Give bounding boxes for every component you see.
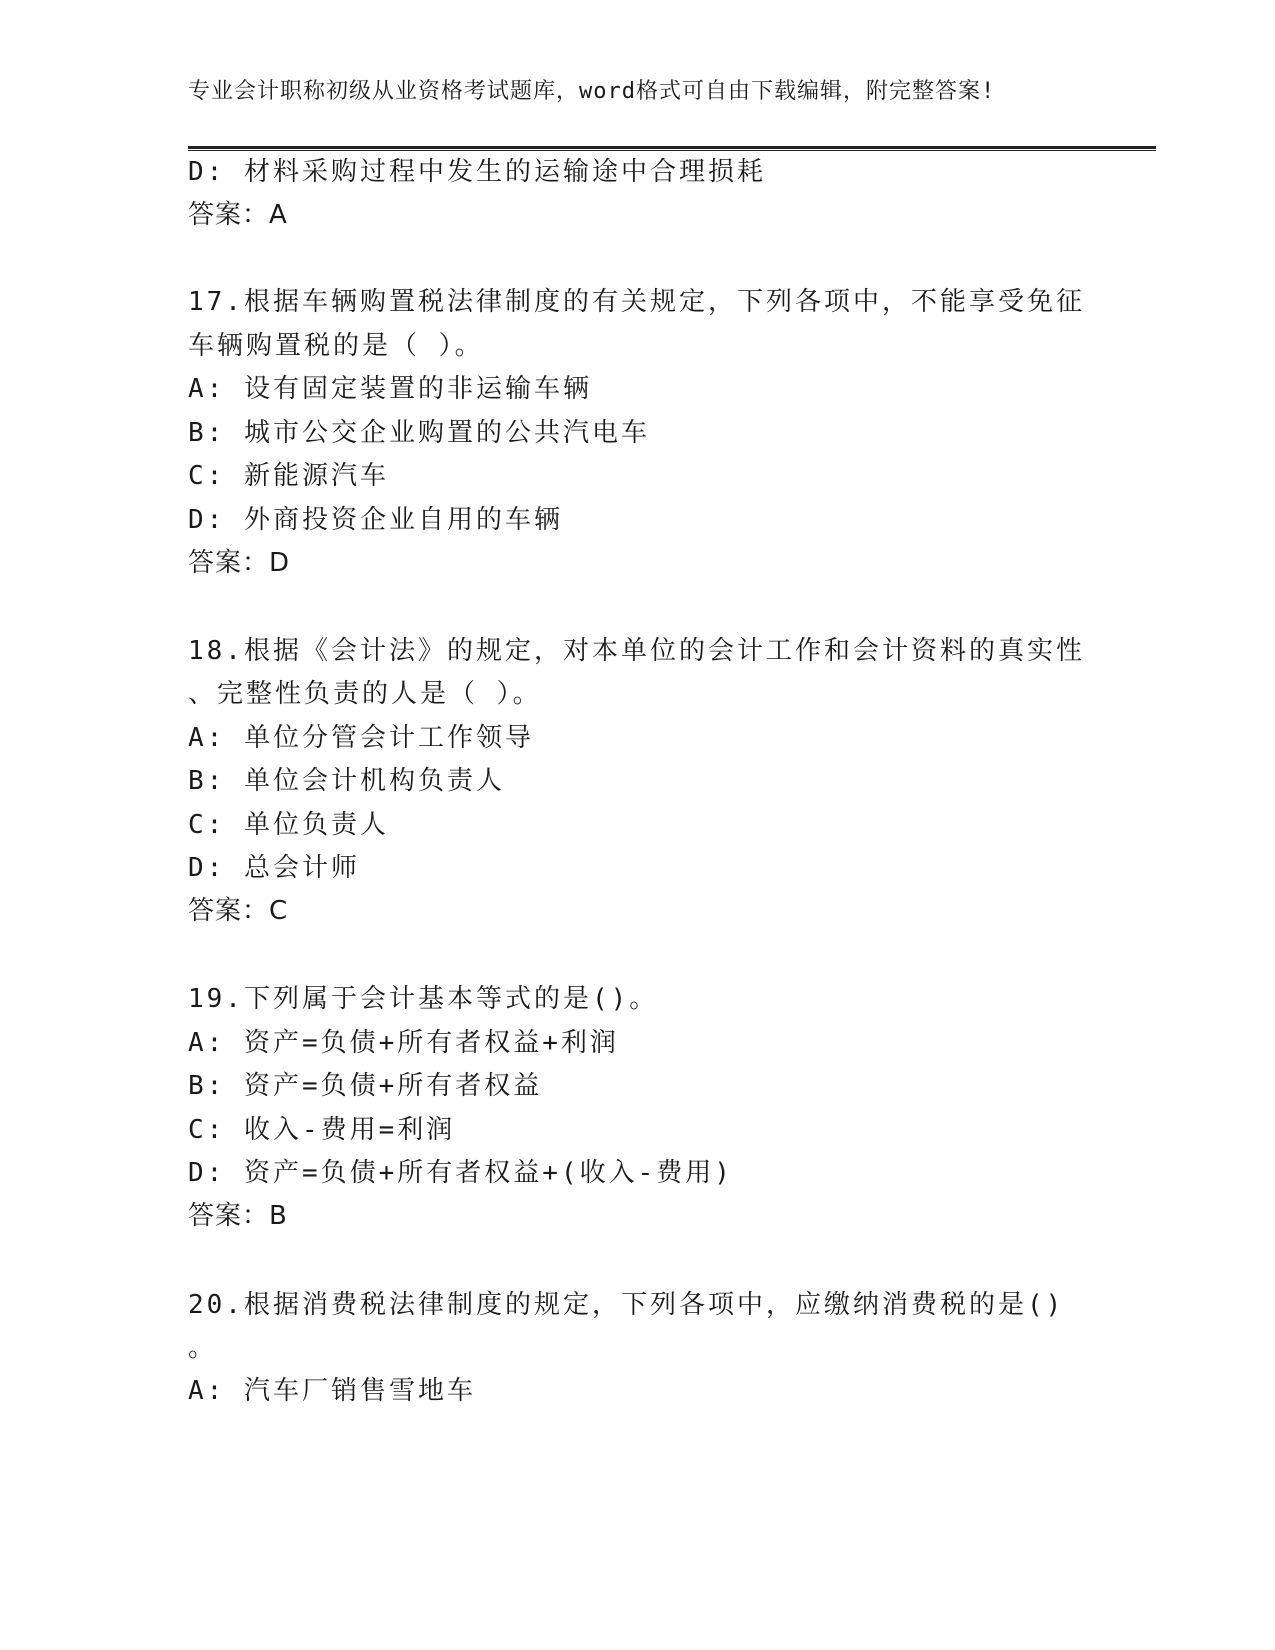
question-19-answer: 答案：B	[188, 1201, 288, 1231]
question-18-option-b: B: 单位会计机构负责人	[188, 766, 505, 796]
question-17-answer: 答案：D	[188, 548, 291, 578]
question-20-option-a: A: 汽车厂销售雪地车	[188, 1376, 476, 1406]
question-17-stem-line1: 17.根据车辆购置税法律制度的有关规定，下列各项中，不能享受免征	[188, 287, 1085, 317]
question-19-option-b: B: 资产=负债+所有者权益	[188, 1071, 543, 1101]
question-17-option-c: C: 新能源汽车	[188, 461, 389, 491]
question-17-option-d: D: 外商投资企业自用的车辆	[188, 505, 563, 535]
option-d: D: 材料采购过程中发生的运输途中合理损耗	[188, 157, 766, 187]
question-17-option-a: A: 设有固定装置的非运输车辆	[188, 374, 592, 404]
question-18-option-a: A: 单位分管会计工作领导	[188, 723, 534, 753]
page-header: 专业会计职称初级从业资格考试题库，word格式可自由下载编辑，附完整答案!	[188, 79, 996, 104]
question-18-stem-line1: 18.根据《会计法》的规定，对本单位的会计工作和会计资料的真实性	[188, 636, 1085, 666]
question-19-option-d: D: 资产=负债+所有者权益+(收入-费用)	[188, 1158, 733, 1188]
question-17-option-b: B: 城市公交企业购置的公共汽电车	[188, 418, 650, 448]
header-divider	[188, 146, 1156, 151]
question-19-option-a: A: 资产=负债+所有者权益+利润	[188, 1028, 619, 1058]
question-18-stem-line2: 、完整性负责的人是（ ）。	[188, 679, 542, 709]
question-19-option-c: C: 收入-费用=利润	[188, 1115, 456, 1145]
question-17-stem-line2: 车辆购置税的是（ ）。	[188, 331, 484, 361]
question-18-option-d: D: 总会计师	[188, 853, 360, 883]
question-18-answer: 答案：C	[188, 896, 289, 926]
question-20-stem-line2: 。	[188, 1333, 218, 1363]
question-19-stem: 19.下列属于会计基本等式的是()。	[188, 984, 659, 1014]
answer-label: 答案：A	[188, 200, 288, 230]
question-18-option-c: C: 单位负责人	[188, 810, 389, 840]
question-20-stem-line1: 20.根据消费税法律制度的规定，下列各项中，应缴纳消费税的是()	[188, 1290, 1065, 1320]
